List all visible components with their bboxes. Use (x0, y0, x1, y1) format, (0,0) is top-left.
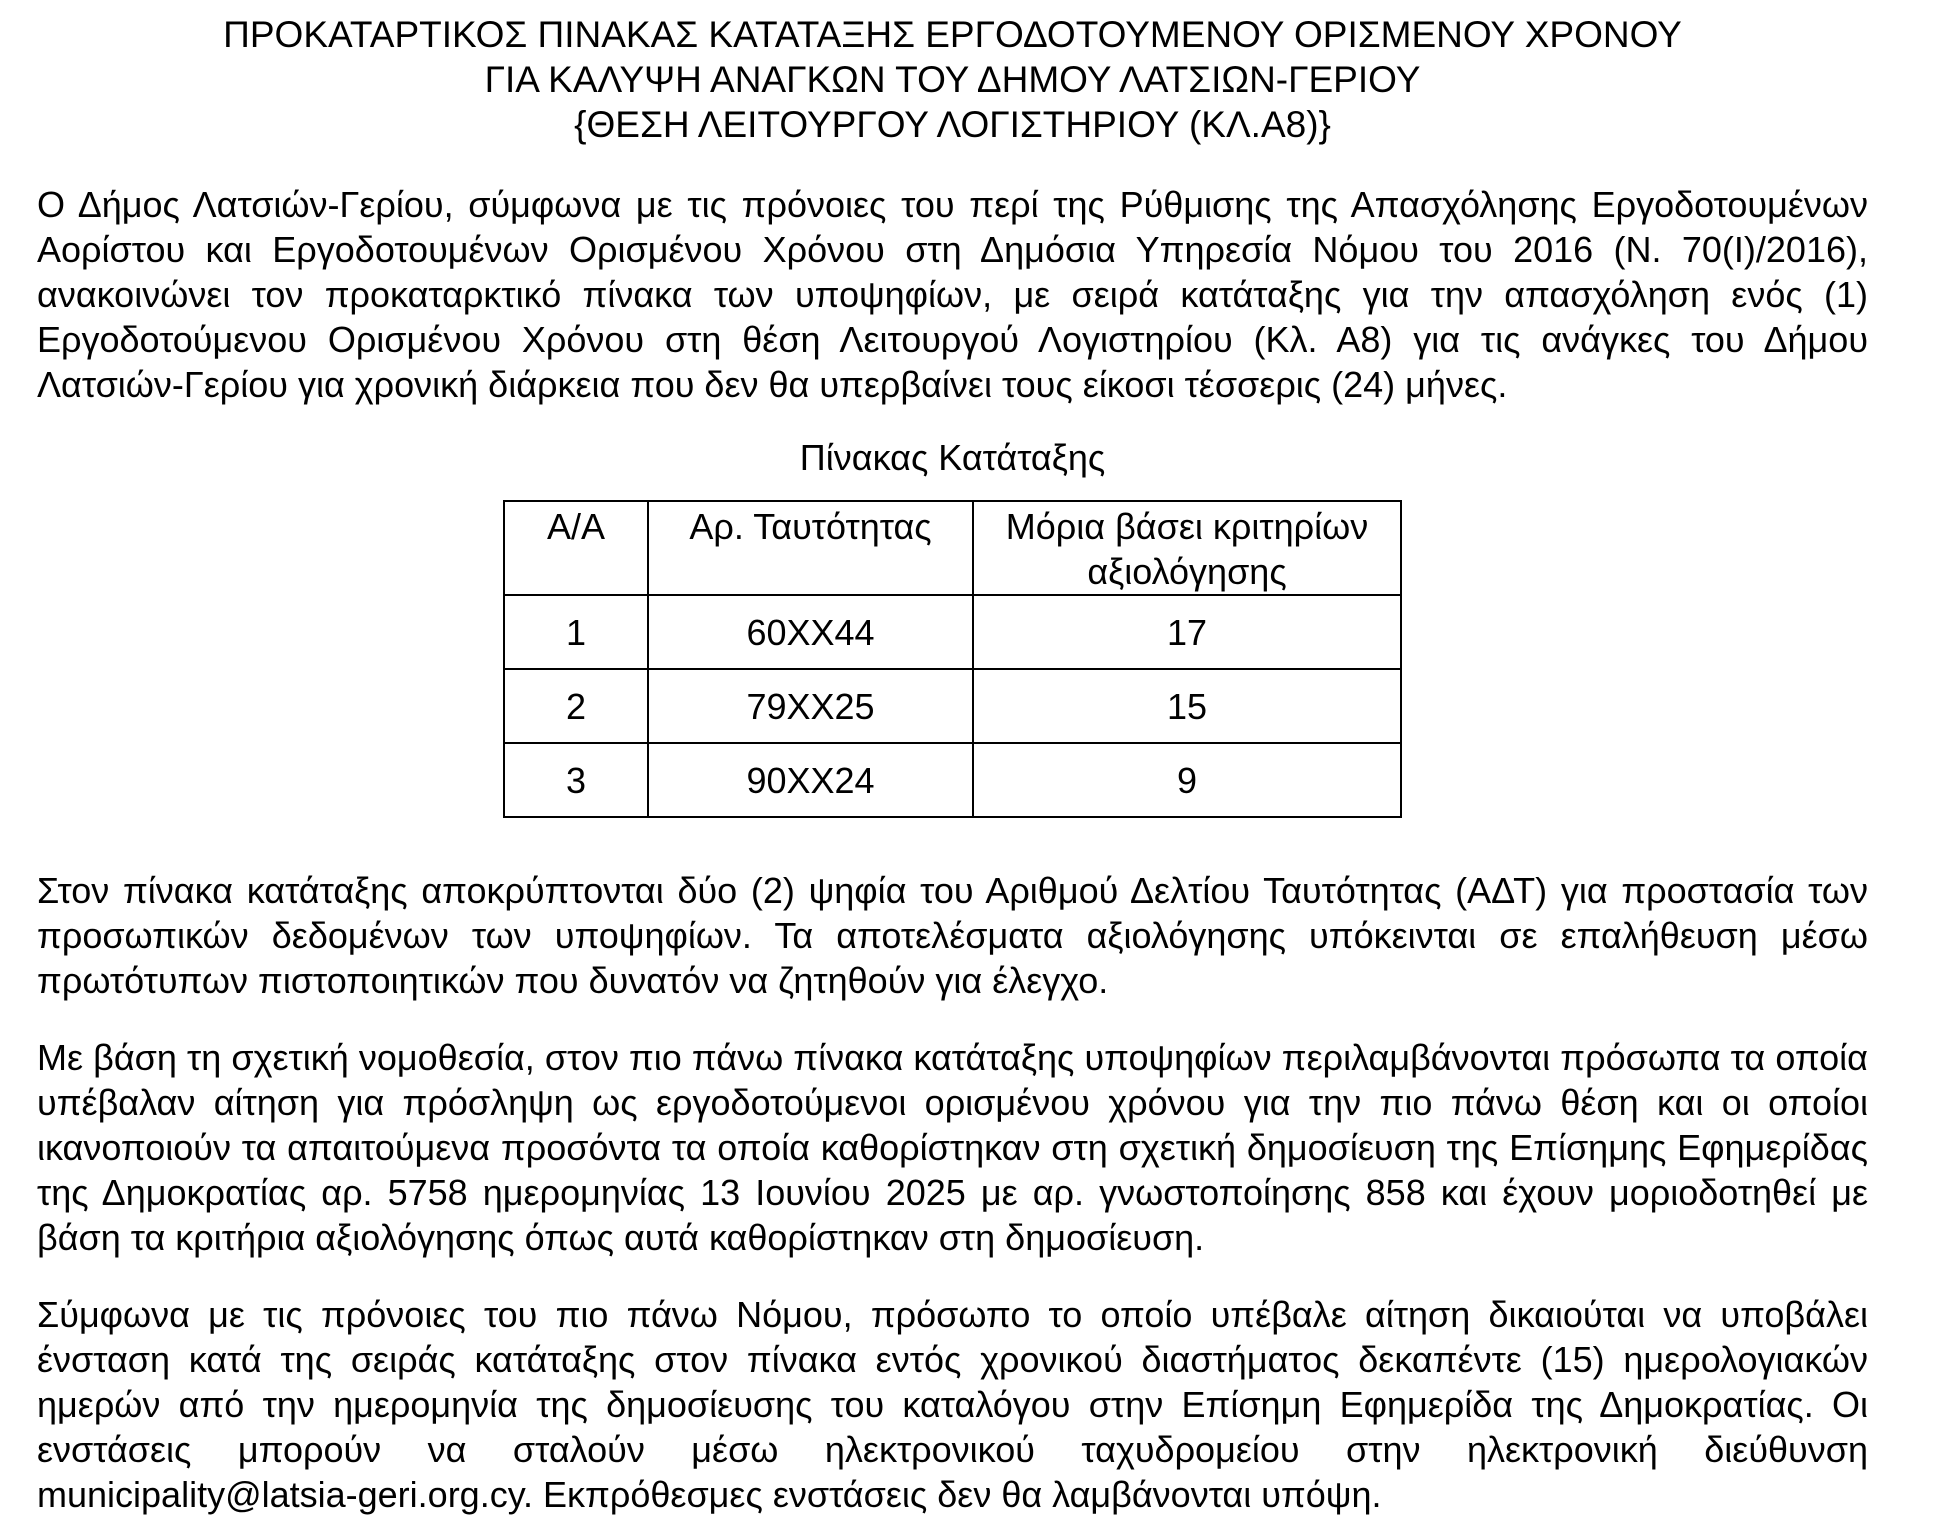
rank-cell: 3 (504, 743, 648, 817)
column-header-points: Μόρια βάσει κριτηρίων αξιολόγησης (973, 501, 1401, 595)
table-header-row (504, 501, 1401, 595)
table-row (504, 743, 1401, 817)
column-header-id-number: Αρ. Ταυτότητας (648, 501, 973, 595)
points-cell: 9 (973, 743, 1401, 817)
title-line-3: {ΘΕΣΗ ΛΕΙΤΟΥΡΓΟΥ ΛΟΓΙΣΤΗΡΙΟΥ (ΚΛ.Α8)} (574, 104, 1331, 145)
table-row (504, 669, 1401, 743)
ranking-table (503, 500, 1402, 818)
id-number-cell: 79XX25 (648, 669, 973, 743)
column-header-rank: Α/Α (504, 501, 648, 595)
points-cell: 17 (973, 595, 1401, 669)
id-number-cell: 90XX24 (648, 743, 973, 817)
ranking-table-heading: Πίνακας Κατάταξης (799, 437, 1106, 478)
title-line-2: ΓΙΑ ΚΑΛΥΨΗ ΑΝΑΓΚΩΝ ΤΟΥ ΔΗΜΟΥ ΛΑΤΣΙΩΝ-ΓΕΡΙΟΥ (484, 59, 1421, 100)
points-cell: 15 (973, 669, 1401, 743)
table-row (504, 595, 1401, 669)
document-title (37, 12, 1868, 147)
id-number-cell: 60XX44 (648, 595, 973, 669)
privacy-paragraph: Στον πίνακα κατάταξης αποκρύπτονται δύο (2) ψηφία του Αριθμού Δελτίου Ταυτότητας (ΑΔΤ) για προστασία των προσωπικών δεδομένων των υποψηφίων. Τα αποτελέσματα αξιολόγησης υπόκεινται σε επαλήθευση μέσω πρωτότυπων πιστοποιητικών που δυνατόν να ζητηθούν για έλεγχο. (37, 870, 1868, 1001)
objection-paragraph: Σύμφωνα με τις πρόνοιες του πιο πάνω Νόμου, πρόσωπο το οποίο υπέβαλε αίτηση δικαιούται να υποβάλει ένσταση κατά της σειράς κατάταξης στον πίνακα εντός χρονικού διαστήματος δεκαπέντε (15) ημερολογιακών ημερών από την ημερομηνία της δημοσίευσης του καταλόγου στην Επίσημη Εφημερίδα της Δημοκρατίας. Οι ενστάσεις μπορούν να σταλούν μέσω ηλεκτρονικού ταχυδρομείου στην ηλεκτρονική διεύθυνση municipality@latsia-geri.org.cy. Εκπρόθεσμες ενστάσεις δεν θα λαμβάνονται υπόψη. (37, 1294, 1868, 1515)
legal-basis-paragraph: Με βάση τη σχετική νομοθεσία, στον πιο πάνω πίνακα κατάταξης υποψηφίων περιλαμβάνονται πρόσωπα τα οποία υπέβαλαν αίτηση για πρόσληψη ως εργοδοτούμενοι ορισμένου χρόνου για την πιο πάνω θέση και οι οποίοι ικανοποιούν τα απαιτούμενα προσόντα τα οποία καθορίστηκαν στη σχετική δημοσίευση της Επίσημης Εφημερίδας της Δημοκρατίας αρ. 5758 ημερομηνίας 13 Ιουνίου 2025 με αρ. γνωστοποίησης 858 και έχουν μοριοδοτηθεί με βάση τα κριτήρια αξιολόγησης όπως αυτά καθορίστηκαν στη δημοσίευση. (37, 1037, 1868, 1258)
title-line-1: ΠΡΟΚΑΤΑΡΤΙΚΟΣ ΠΙΝΑΚΑΣ ΚΑΤΑΤΑΞΗΣ ΕΡΓΟΔΟΤΟΥΜΕΝΟΥ ΟΡΙΣΜΕΝΟΥ ΧΡΟΝΟΥ (223, 14, 1682, 55)
rank-cell: 2 (504, 669, 648, 743)
intro-paragraph: Ο Δήμος Λατσιών-Γερίου, σύμφωνα με τις πρόνοιες του περί της Ρύθμισης της Απασχόλησης Εργοδοτουμένων Αορίστου και Εργοδοτουμένων Ορισμένου Χρόνου στη Δημόσια Υπηρεσία Νόμου του 2016 (Ν. 70(Ι)/2016), ανακοινώνει τον προκαταρκτικό πίνακα των υποψηφίων, με σειρά κατάταξης για την απασχόληση ενός (1) Εργοδοτούμενου Ορισμένου Χρόνου στη θέση Λειτουργού Λογιστηρίου (Κλ. Α8) για τις ανάγκες του Δήμου Λατσιών-Γερίου για χρονική διάρκεια που δεν θα υπερβαίνει τους είκοσι τέσσερις (24) μήνες. (37, 184, 1868, 405)
rank-cell: 1 (504, 595, 648, 669)
